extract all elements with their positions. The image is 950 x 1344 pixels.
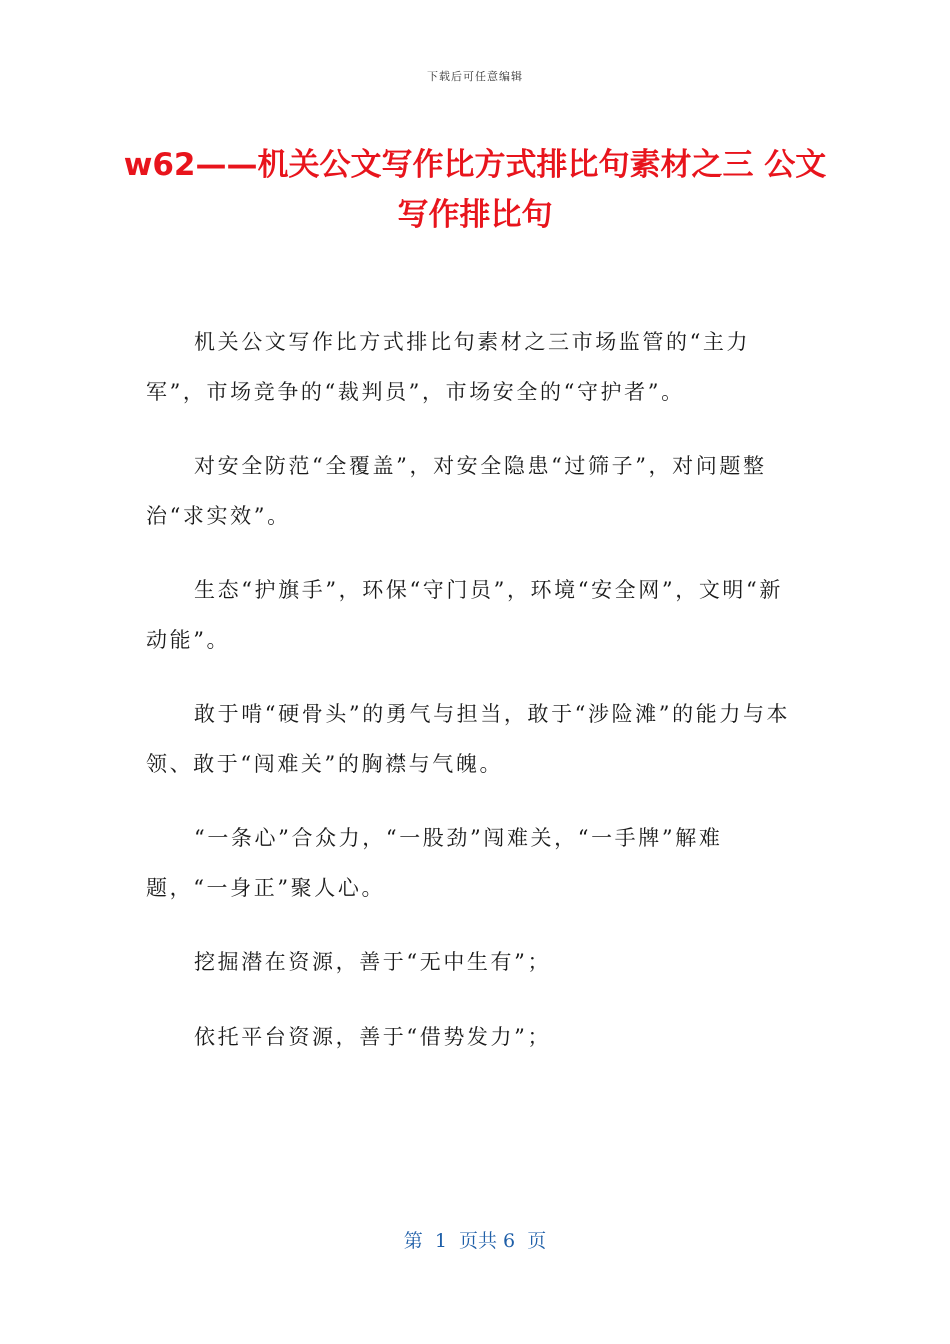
paragraph: 敢于啃“硬骨头”的勇气与担当，敢于“涉险滩”的能力与本领、敢于“闯难关”的胸襟与气魄。	[146, 702, 791, 776]
paragraph: 挖掘潜在资源，善于“无中生有”；	[194, 950, 552, 974]
paragraph: 生态“护旗手”，环保“守门员”，环境“安全网”，文明“新动能”。	[146, 578, 783, 652]
page-number-footer: 第 1 页共 6 页	[403, 1230, 547, 1252]
document-body	[146, 318, 796, 1087]
paragraph: 对安全防范“全覆盖”，对安全隐患“过筛子”，对问题整治“求实效”。	[146, 454, 767, 528]
paragraph: 依托平台资源，善于“借势发力”；	[194, 1024, 552, 1049]
document-title: w62——机关公文写作比方式排比句素材之三 公文写作排比句	[123, 147, 827, 233]
header-note: 下载后可任意编辑	[427, 70, 523, 83]
paragraph: 机关公文写作比方式排比句素材之三市场监管的“主力军”，市场竞争的“裁判员”，市场安全的“守护者”。	[146, 330, 751, 404]
paragraph: “一条心”合众力，“一股劲”闯难关，“一手牌”解难题，“一身正”聚人心。	[146, 826, 723, 900]
